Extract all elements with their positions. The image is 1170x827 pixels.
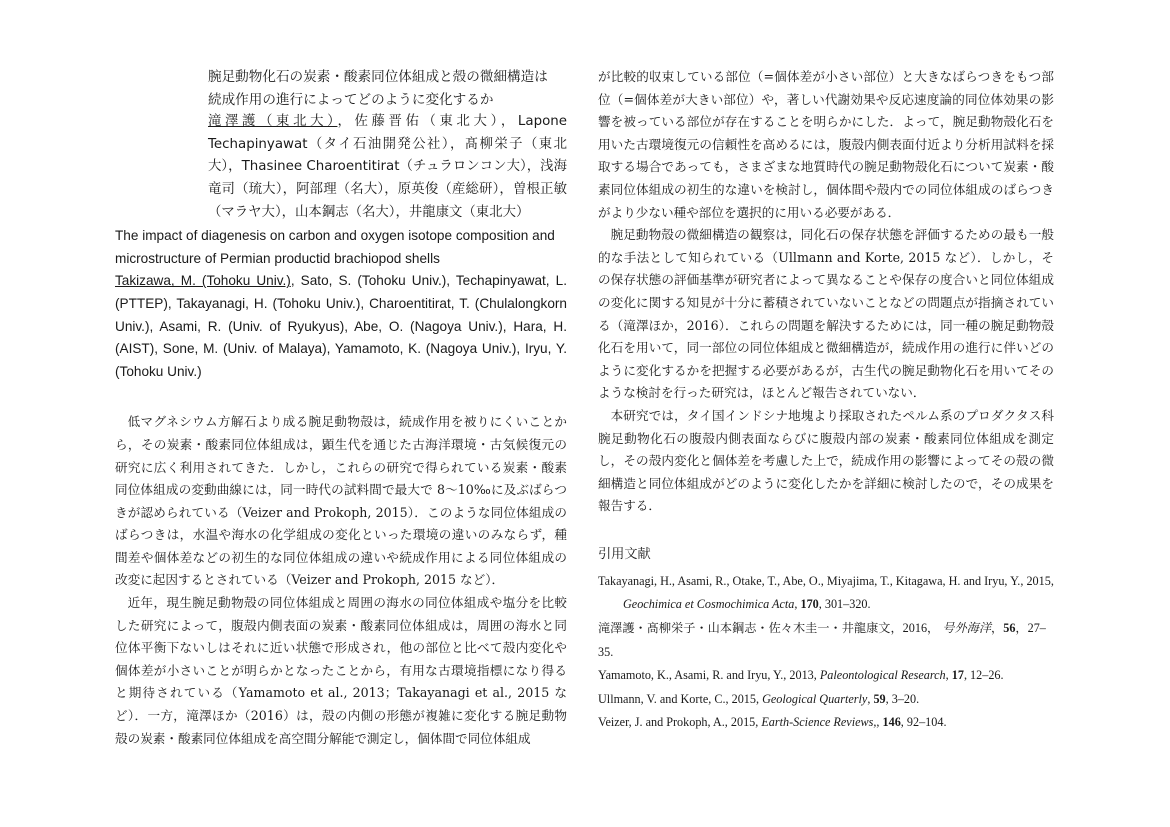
authors-japanese (208, 111, 567, 224)
reference-volume: 170 (800, 597, 819, 612)
title-japanese-line: 腕足動物化石の炭素・酸素同位体組成と殻の微細構造は (208, 69, 548, 85)
title-japanese-line: 続成作用の進行によってどのように変化するか (208, 91, 494, 108)
coauthors-en: , Sato, S. (Tohoku Univ.), Techapinyawat, L. (PTTEP), Takayanagi, H. (Tohoku Univ.), Charoentitirat, T. (Chulalongkorn Univ.), Asami, R. (Univ. of Ryukyus), Abe, O. (Nagoya Univ.), Hara, H. (AIST), Sone, M. (Univ. of Malaya), Yamamoto, K. (Nagoya Univ.), Iryu, Y. (Tohoku Univ.) (115, 273, 567, 379)
body-paragraph-4: 本研究では，タイ国インドシナ地塊より採取されたペルム系のプロダクタス科腕足動物化石の腹殻内側表面ならびに腹殻内部の炭素・酸素同位体組成を測定し，その殻内変化と個体差を考慮した上で，続成作用の影響によってその殻の微細構造と同位体組成がどのように変化したかを詳細に検討したので，その成果を報告する． (598, 407, 1054, 514)
reference-journal: 号外海洋 (942, 621, 992, 636)
body-paragraph-2: 近年，現生腕足動物殻の同位体組成と周囲の海水の同位体組成や塩分を比較した研究によって，腹殻内側表面の炭素・酸素同位体組成は，周囲の海水と同位体平衡下ないしはそれに近い状態で形成され，他の部位と比べて殻内変化や個体差が小さいことが明らかとなったことから，有用な古環境指標になり得ると期待されている（Yamamoto et al., 2013；Takayanagi et al., 2015 など）．一方，滝澤ほか（2016）は，殻の内側の形態が複雑に変化する腕足動物殻の炭素・酸素同位体組成を高空間分解能で測定し，個体間で同位体組成 (115, 595, 567, 746)
coauthors-jp: ，佐藤晋佑（東北大），Lapone Techapinyawat（タイ石油開発公社），髙柳栄子（東北大），Thasinee Charoentitirat（チュラロンコン大），浅海竜司（琉大），阿部理（名大），原英俊（産総研），曽根正敏（マラヤ大），山本鋼志（名大），井龍康文（東北大） (208, 114, 567, 220)
authors-english (115, 270, 567, 383)
reference-authors: Yamamoto, K., Asami, R. and Iryu, Y., 2013, (598, 668, 820, 683)
reference-journal: Earth-Science Reviews, (761, 715, 877, 730)
reference-item: Ullmann, V. and Korte, C., 2015, Geological Quarterly, 59, 3–20. (598, 691, 920, 706)
title-english-line: microstructure of Permian productid brachiopod shells (115, 250, 440, 266)
reference-item: 滝澤護・髙柳栄子・山本鋼志・佐々木圭一・井龍康文，2016， 号外海洋，56，27–35. (598, 621, 1046, 659)
reference-item: Yamamoto, K., Asami, R. and Iryu, Y., 2013, Paleontological Research, 17, 12–26. (598, 668, 1004, 683)
body-paragraph-2-continued: が比較的収束している部位（=個体差が小さい部位）と大きなばらつきをもつ部位（=個体差が大きい部位）や，著しい代謝効果や反応速度論的同位体効果の影響を被っている部位が存在することを明らかにした．よって，腕足動物殻化石を用いた古環境復元の信頼性を高めるには，腹殻内側表面付近より分析用試料を採取する場合であっても，さまざまな地質時代の腕足動物殻化石について炭素・酸素同位体組成の初生的な違いを検討し，個体間や殻内での同位体組成のばらつきがより少ない種や部位を選択的に用いる必要がある． (598, 69, 1054, 220)
reference-journal: Geochimica et Cosmochimica Acta (623, 597, 795, 612)
title-japanese (208, 66, 567, 111)
left-column (115, 66, 567, 750)
section-gap (115, 383, 567, 411)
reference-authors: Ullmann, V. and Korte, C., 2015, (598, 691, 763, 706)
presenting-author-en: Takizawa, M. (Tohoku Univ.) (115, 273, 291, 289)
reference-volume: 59 (873, 691, 886, 706)
reference-item: Takayanagi, H., Asami, R., Otake, T., Abe, O., Miyajima, T., Kitagawa, H. and Iryu, Y., 2015, Geochimica et Cosmochimica Acta, 170, 301–320. (598, 573, 1054, 612)
reference-pages: , 92–104. (900, 715, 947, 730)
body-paragraph-1: 低マグネシウム方解石より成る腕足動物殻は，続成作用を被りにくいことから，その炭素・酸素同位体組成は，顕生代を通じた古海洋環境・古気候復元の研究に広く利用されてきた．しかし，これらの研究で得られている炭素・酸素同位体組成の変動曲線には，同一時代の試料間で最大で 8〜10‰に及ぶばらつきが認められている（Veizer and Prokoph, 2015）．このような同位体組成のばらつきは，水温や海水の化学組成の変化といった環境の違いのみならず，種間差や個体差などの初生的な同位体組成の違いや続成作用による同位体組成の改変に起因するとされている（Veizer and Prokoph, 2015 など）． (115, 414, 567, 588)
references-heading: 引用文献 (598, 546, 651, 562)
reference-authors: Veizer, J. and Prokoph, A., 2015, (598, 715, 762, 730)
reference-pages: , 301–320. (818, 597, 871, 612)
title-english (115, 225, 567, 270)
reference-item: Veizer, J. and Prokoph, A., 2015, Earth-Science Reviews,, 146, 92–104. (598, 715, 947, 730)
reference-journal: Paleontological Research (819, 668, 946, 683)
right-column (598, 66, 1054, 735)
reference-volume: 17 (951, 668, 964, 683)
reference-pages: , 3–20. (885, 691, 920, 706)
reference-journal: Geological Quarterly (762, 691, 868, 706)
body-paragraph-3: 腕足動物殻の微細構造の観察は，同化石の保存状態を評価するための最も一般的な手法として知られている（Ullmann and Korte, 2015 など）．しかし，その保存状態の評価基準が研究者によって異なることや保存の度合いと同位体組成の変化に関する知見が十分に蓄積されていないことなどの問題点が指摘されている（滝澤ほか，2016）．これらの問題を解決するためには，同一種の腕足動物殻化石を用いて，同一部位の同位体組成と微細構造が，続成作用の進行に伴いどのように変化するかを把握する必要があるが，古生代の腕足動物化石を用いてそのような検討を行った研究は，ほとんど報告されていない． (598, 227, 1055, 401)
reference-pages: , 12–26. (963, 668, 1004, 683)
reference-pages: ，27–35. (598, 621, 1046, 659)
reference-authors: 滝澤護・髙柳栄子・山本鋼志・佐々木圭一・井龍康文，2016， (598, 621, 943, 636)
presenting-author-jp: 滝澤護（東北大） (208, 114, 338, 130)
reference-volume: 56 (1003, 621, 1016, 636)
reference-authors: Takayanagi, H., Asami, R., Otake, T., Abe, O., Miyajima, T., Kitagawa, H. and Iryu, Y., 2015, (598, 573, 1054, 588)
reference-volume: 146 (882, 715, 901, 730)
reference-list (598, 570, 1054, 735)
title-english-line: The impact of diagenesis on carbon and oxygen isotope composition and (115, 228, 555, 244)
